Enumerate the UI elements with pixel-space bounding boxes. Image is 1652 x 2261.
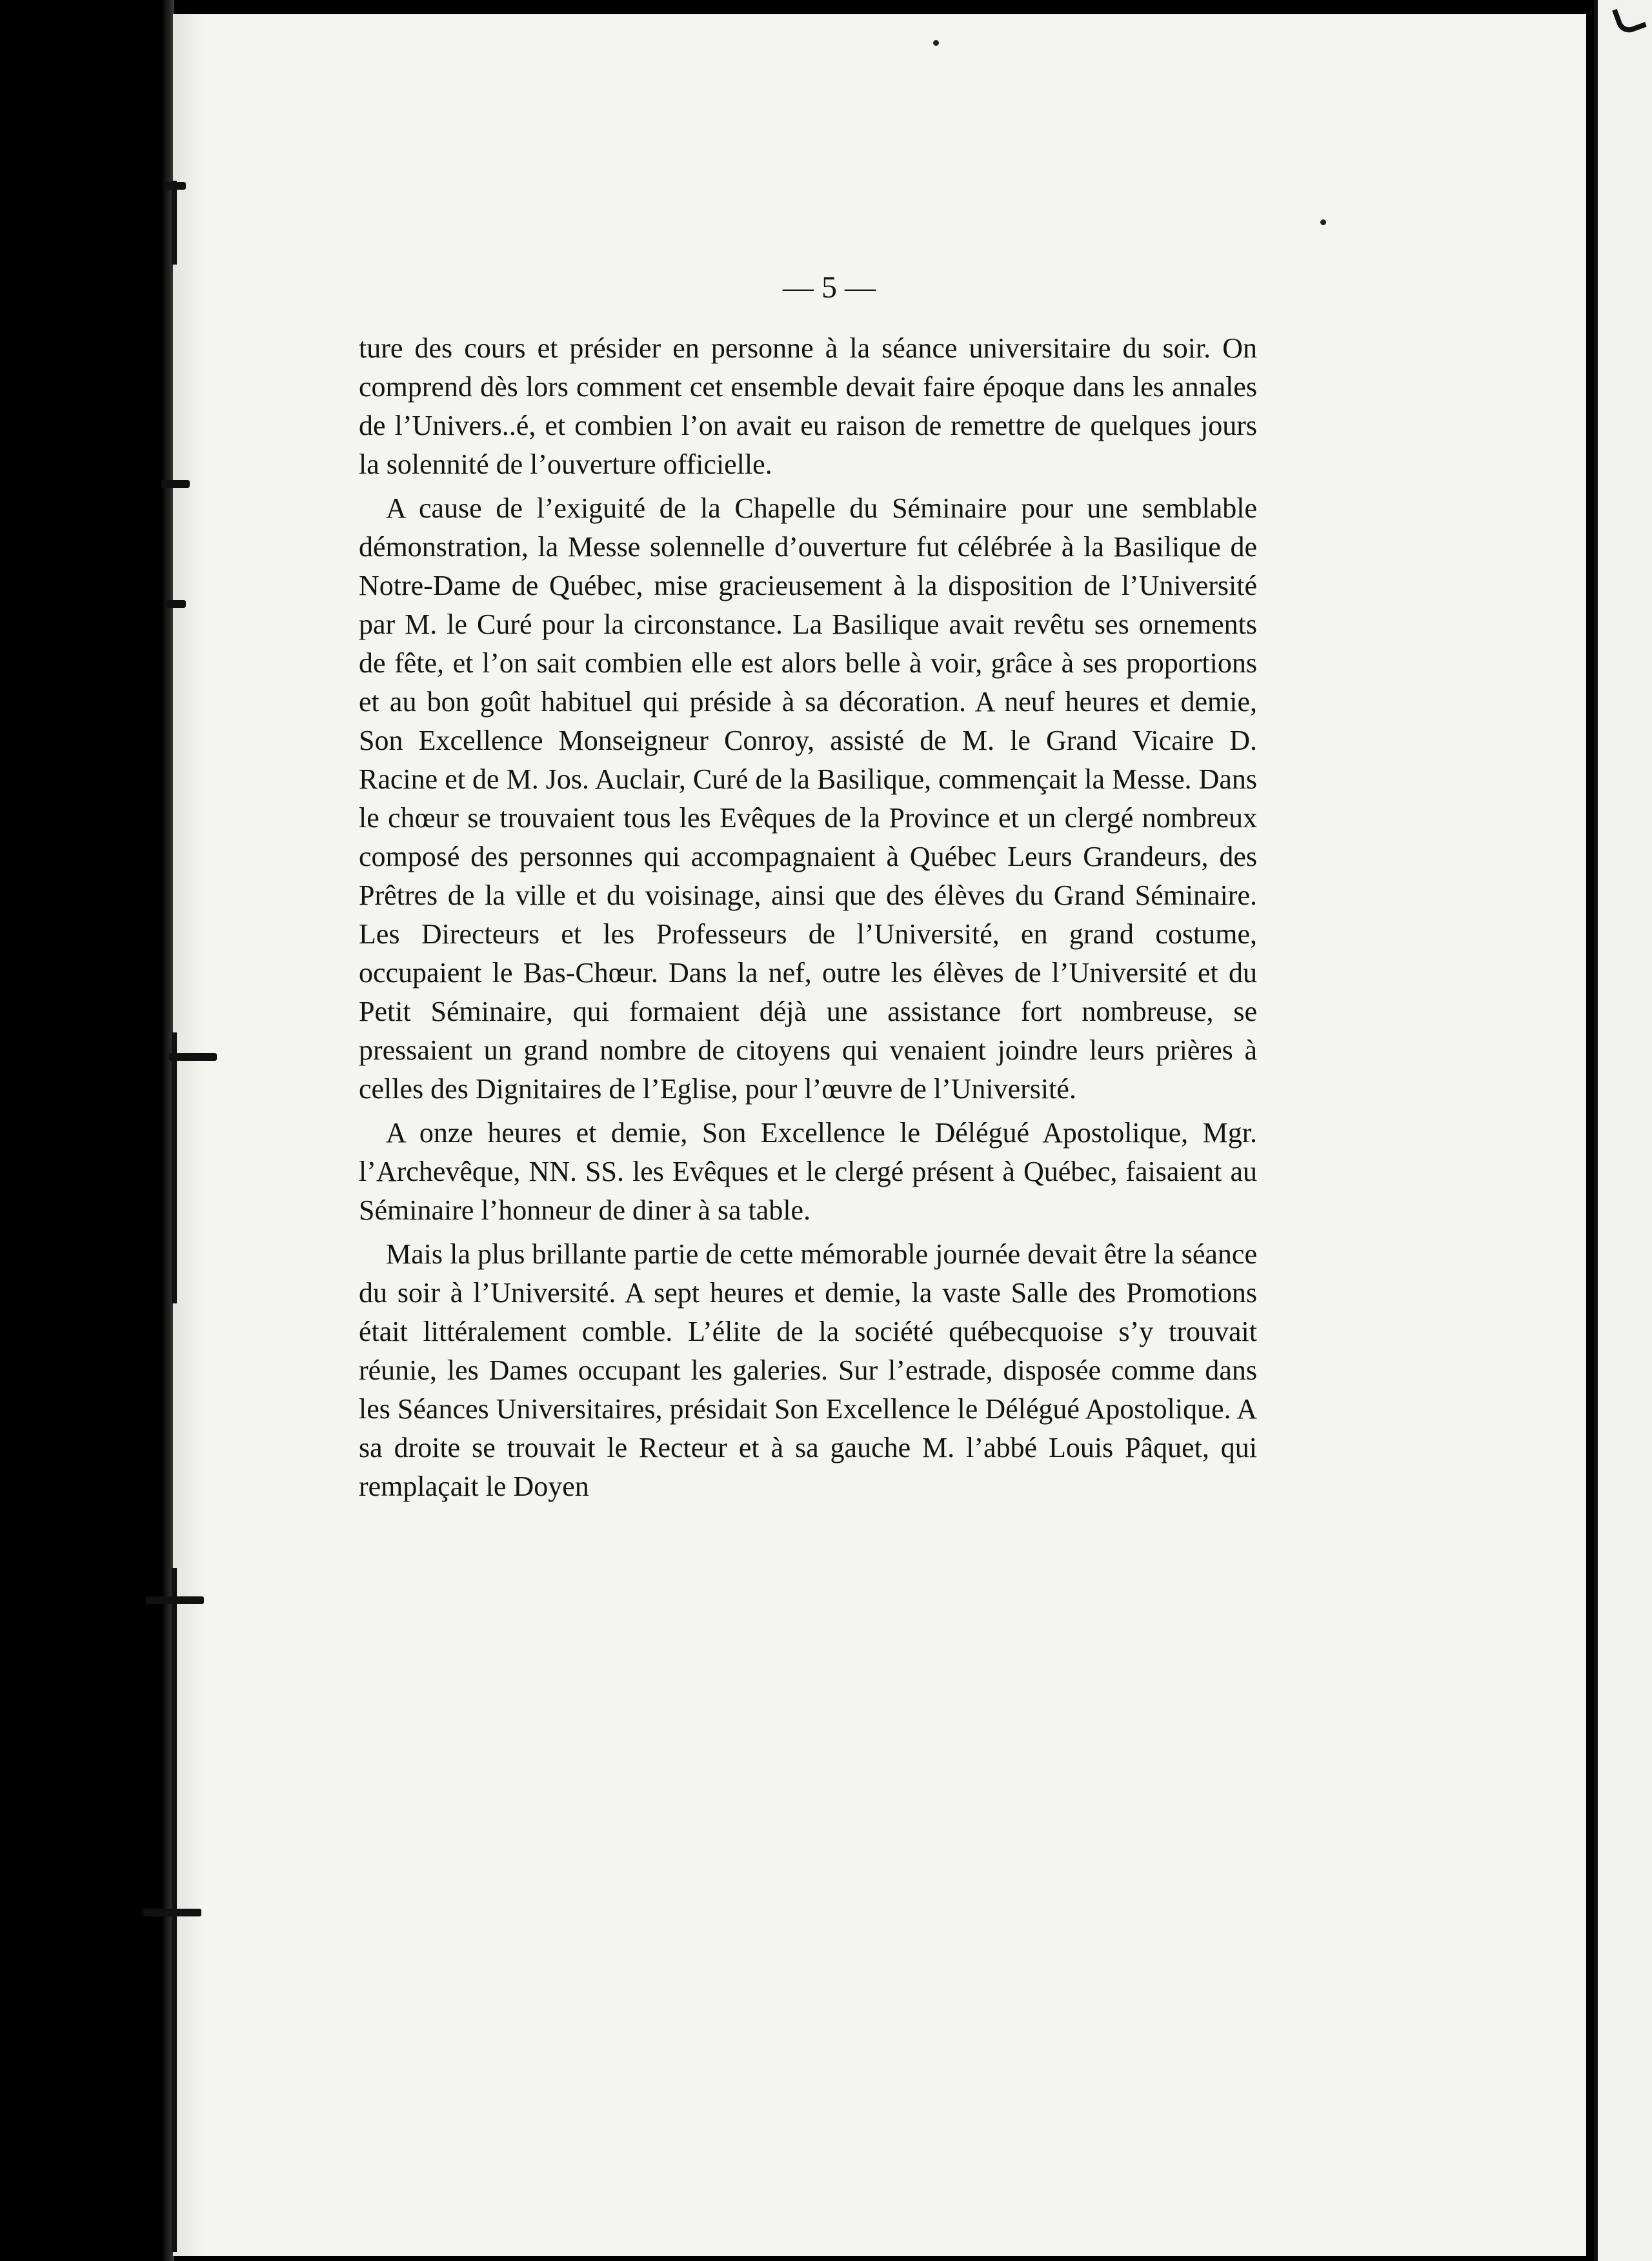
page-number: — 5 — <box>783 270 876 305</box>
binding-thread <box>172 1032 177 1303</box>
adjacent-page-edge <box>1594 0 1652 2261</box>
binding-mark <box>143 1909 201 1916</box>
paper-speck <box>933 40 939 46</box>
corner-mark <box>1612 1 1647 36</box>
body-text <box>359 329 1257 1511</box>
paragraph: A cause de l’exiguité de la Chapelle du Séminaire pour une semblable démonstration, la Messe solennelle d’ouverture fut célébrée à la Basilique de Notre-Dame de Québec, mise gracieusement à la disposition de l’Université par M. le Curé pour la circonstance. La Basilique avait revêtu ses ornements de fête, et l’on sait combien elle est alors belle à voir, grâce à ses proportions et au bon goût habituel qui préside à sa décoration. A neuf heures et demie, Son Excellence Monseigneur Conroy, assisté de M. le Grand Vicaire D. Racine et de M. Jos. Auclair, Curé de la Basilique, commençait la Messe. Dans le chœur se trouvaient tous les Evêques de la Province et un clergé nombreux composé des personnes qui accompagnaient à Québec Leurs Grandeurs, des Prêtres de la ville et du voisinage, ainsi que des élèves du Grand Séminaire. Les Directeurs et les Professeurs de l’Université, en grand costume, occupaient le Bas-Chœur. Dans la nef, outre les élèves de l’Université et du Petit Séminaire, qui formaient déjà une assistance fort nombreuse, se pressaient un grand nombre de citoyens qui venaient joindre leurs prières à celles des Dignitaires de l’Eglise, pour l’œuvre de l’Université. <box>359 492 1257 1105</box>
binding-mark <box>161 480 190 488</box>
binding-mark <box>164 182 186 190</box>
paper-speck <box>1320 219 1326 225</box>
paragraph: Mais la plus brillante partie de cette mémorable journée devait être la séance du soir à l’Université. A sept heures et demie, la vaste Salle des Promotions était littéralement comble. L’élite de la société québecquoise s’y trouvait réunie, les Dames occupant les galeries. Sur l’estrade, disposée comme dans les Séances Universitaires, présidait Son Excellence le Délégué Apostolique. A sa droite se trouvait le Recteur et à sa gauche M. l’abbé Louis Pâquet, qui remplaçait le Doyen <box>359 1238 1257 1502</box>
paragraph: ture des cours et présider en personne à la séance universitaire du soir. On comprend dès lors comment cet ensemble devait faire époque dans les annales de l’Univers..é, et combien l’on avait eu raison de remettre de quelques jours la solennité de l’ouverture officielle. <box>359 332 1257 480</box>
binding-mark <box>169 1053 217 1061</box>
binding-mark <box>146 1596 204 1604</box>
binding-thread <box>172 181 177 265</box>
paragraph: A onze heures et demie, Son Excellence le Délégué Apostolique, Mgr. l’Archevêque, NN. SS. les Evêques et le clergé présent à Québec, faisaient au Séminaire l’honneur de diner à sa table. <box>359 1117 1257 1226</box>
binding-mark <box>166 600 186 608</box>
